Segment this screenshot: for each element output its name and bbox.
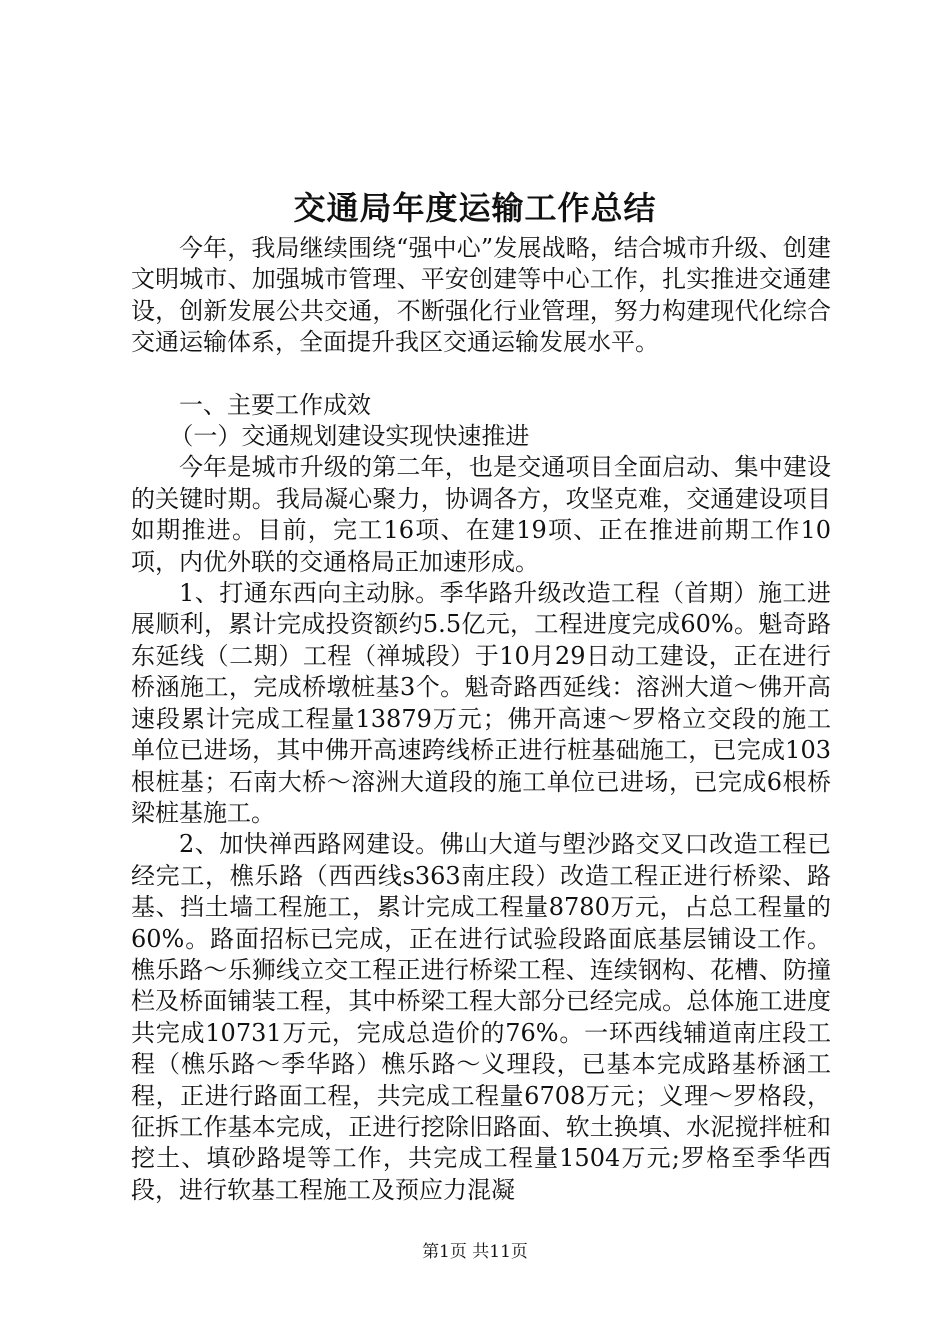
page-footer: 第1页 共11页: [422, 1242, 528, 1262]
body-paragraph: 1、打通东西向主动脉。季华路升级改造工程（首期）施工进展顺利，累计完成投资额约5.5亿元，工程进度完成60%。魁奇路东延线（二期）工程（禅城段）于10月29日动工建设，正在进行桥涵施工，完成桥墩桩基3个。魁奇路西延线：溶洲大道～佛开高速段累计完成工程量13879万元；佛开高速～罗格立交段的施工单位已进场，其中佛开高速跨线桥正进行桩基础施工，已完成103根桩基；石南大桥～溶洲大道段的施工单位已进场，已完成6根桥梁桩基施工。: [131, 579, 831, 827]
subsection-heading: （一）交通规划建设实现快速推进: [169, 422, 530, 451]
section-heading: 一、主要工作成效: [179, 390, 371, 419]
intro-paragraph: 今年，我局继续围绕“强中心”发展战略，结合城市升级、创建文明城市、加强城市管理、平安创建等中心工作，扎实推进交通建设，创新发展公共交通，不断强化行业管理，努力构建现代化综合交通运输体系，全面提升我区交通运输发展水平。: [131, 234, 831, 357]
body-paragraph: 今年是城市升级的第二年，也是交通项目全面启动、集中建设的关键时期。我局凝心聚力，协调各方，攻坚克难，交通建设项目如期推进。目前，完工16项、在建19项、正在推进前期工作10项，内优外联的交通格局正加速形成。: [131, 453, 831, 576]
document-body: [131, 233, 831, 1206]
body-paragraph: 2、加快禅西路网建设。佛山大道与塱沙路交叉口改造工程已经完工，樵乐路（西西线s363南庄段）改造工程正进行桥梁、路基、挡土墙工程施工，累计完成工程量8780万元，占总工程量的60%。路面招标已完成，正在进行试验段路面底基层铺设工作。樵乐路～乐狮线立交工程正进行桥梁工程、连续钢构、花槽、防撞栏及桥面铺装工程，其中桥梁工程大部分已经完成。总体施工进度共完成10731万元，完成总造价的76%。一环西线辅道南庄段工程（樵乐路～季华路）樵乐路～义理段，已基本完成路基桥涵工程，正进行路面工程，共完成工程量6708万元；义理～罗格段，征拆工作基本完成，正进行挖除旧路面、软土换填、水泥搅拌桩和挖土、填砂路堤等工作，共完成工程量1504万元;罗格至季华西段，进行软基工程施工及预应力混凝: [131, 830, 831, 1204]
document-title: 交通局年度运输工作总结: [293, 189, 657, 227]
